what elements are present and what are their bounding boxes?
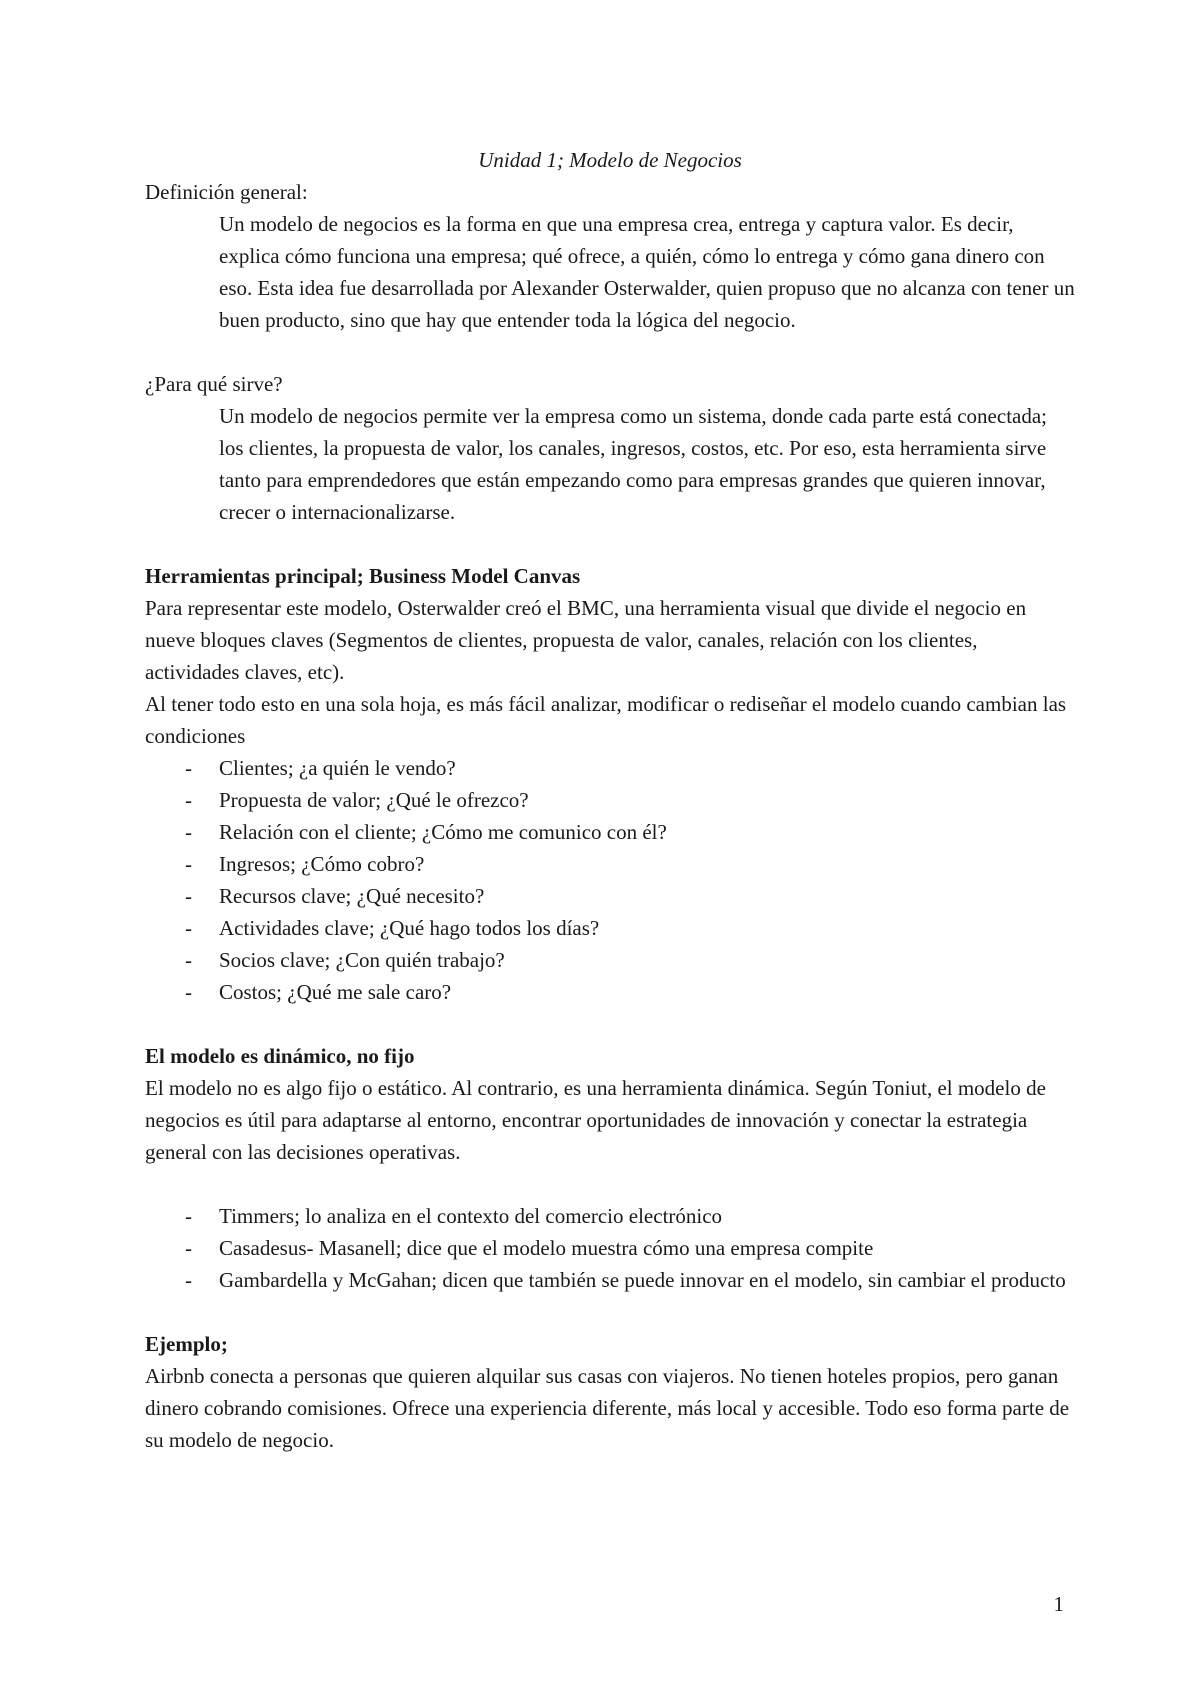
list-item-text: Actividades clave; ¿Qué hago todos los días? [219, 916, 600, 940]
para-que-paragraph: Un modelo de negocios permite ver la empresa como un sistema, donde cada parte está conectada; los clientes, la propuesta de valor, los canales, ingresos, costos, etc. Por eso, esta herramienta sirve tanto para emprendedores que están empezando como para empresas grandes que quieren innovar, crecer o internacionalizarse. [219, 404, 1048, 524]
dash-marker: - [185, 1268, 192, 1292]
list-item [145, 912, 1075, 944]
list-item-text: Socios clave; ¿Con quién trabajo? [219, 948, 505, 972]
dash-marker: - [185, 1204, 192, 1228]
authors-list [145, 1200, 1075, 1296]
spacer [145, 336, 1075, 368]
spacer [145, 1008, 1075, 1040]
dash-marker: - [185, 788, 192, 812]
list-item-text: Costos; ¿Qué me sale caro? [219, 980, 452, 1004]
definicion-paragraph: Un modelo de negocios es la forma en que una empresa crea, entrega y captura valor. Es decir, explica cómo funciona una empresa; qué ofrece, a quién, cómo lo entrega y cómo gana dinero con eso. Esta idea fue desarrollada por Alexander Osterwalder, quien propuso que no alcanza con tener un buen producto, sino que hay que entender toda la lógica del negocio. [219, 212, 1075, 332]
dash-marker: - [185, 884, 192, 908]
spacer [145, 1168, 1075, 1200]
ejemplo-paragraph: Airbnb conecta a personas que quieren alquilar sus casas con viajeros. No tienen hoteles propios, pero ganan dinero cobrando comisiones. Ofrece una experiencia diferente, más local y accesible. Todo eso forma parte de su modelo de negocio. [145, 1364, 1070, 1452]
document-title: Unidad 1; Modelo de Negocios [478, 148, 742, 172]
list-item-text: Clientes; ¿a quién le vendo? [219, 756, 456, 780]
herramientas-heading: Herramientas principal; Business Model Canvas [145, 564, 581, 588]
list-item [145, 848, 1075, 880]
list-item-text: Propuesta de valor; ¿Qué le ofrezco? [219, 788, 529, 812]
list-item [145, 752, 1075, 784]
list-item-text: Ingresos; ¿Cómo cobro? [219, 852, 425, 876]
page-number: 1 [1053, 1592, 1064, 1616]
list-item-text: Relación con el cliente; ¿Cómo me comunico con él? [219, 820, 667, 844]
ejemplo-heading: Ejemplo; [145, 1332, 228, 1356]
list-item-text: Gambardella y McGahan; dicen que también se puede innovar en el modelo, sin cambiar el producto [219, 1268, 1066, 1292]
para-que-label: ¿Para qué sirve? [145, 372, 283, 396]
list-item [145, 1264, 1075, 1296]
definicion-label: Definición general: [145, 180, 308, 204]
dash-marker: - [185, 756, 192, 780]
page-content [145, 144, 1075, 1456]
list-item-text: Timmers; lo analiza en el contexto del comercio electrónico [219, 1204, 723, 1228]
bmc-blocks-list [145, 752, 1075, 1008]
dash-marker: - [185, 852, 192, 876]
list-item [145, 816, 1075, 848]
dash-marker: - [185, 1236, 192, 1260]
dash-marker: - [185, 916, 192, 940]
list-item-text: Recursos clave; ¿Qué necesito? [219, 884, 485, 908]
herramientas-paragraph-1: Para representar este modelo, Osterwalder creó el BMC, una herramienta visual que divide el negocio en nueve bloques claves (Segmentos de clientes, propuesta de valor, canales, relación con los clientes, actividades claves, etc). [145, 596, 1027, 684]
spacer [145, 528, 1075, 560]
list-item [145, 784, 1075, 816]
list-item [145, 1232, 1075, 1264]
dash-marker: - [185, 980, 192, 1004]
list-item [145, 1200, 1075, 1232]
dinamico-heading: El modelo es dinámico, no fijo [145, 1044, 415, 1068]
herramientas-paragraph-2: Al tener todo esto en una sola hoja, es más fácil analizar, modificar o rediseñar el modelo cuando cambian las condiciones [145, 692, 1067, 748]
list-item [145, 976, 1075, 1008]
dinamico-paragraph: El modelo no es algo fijo o estático. Al contrario, es una herramienta dinámica. Según Toniut, el modelo de negocios es útil para adaptarse al entorno, encontrar oportunidades de innovación y conectar la estrategia general con las decisiones operativas. [145, 1076, 1046, 1164]
dash-marker: - [185, 948, 192, 972]
list-item-text: Casadesus- Masanell; dice que el modelo muestra cómo una empresa compite [219, 1236, 874, 1260]
list-item [145, 944, 1075, 976]
dash-marker: - [185, 820, 192, 844]
spacer [145, 1296, 1075, 1328]
list-item [145, 880, 1075, 912]
